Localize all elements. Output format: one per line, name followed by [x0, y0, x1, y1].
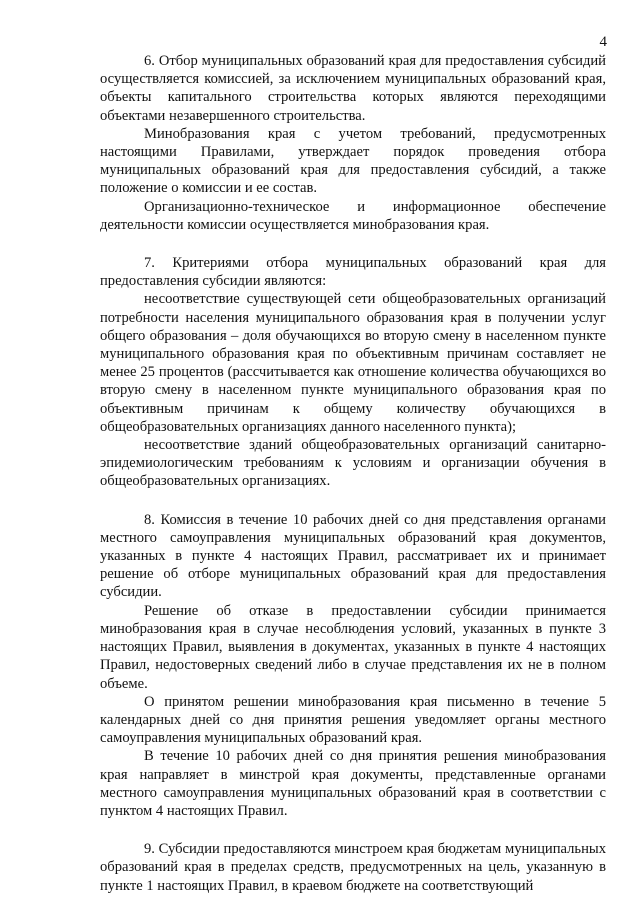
paragraph-8: 8. Комиссия в течение 10 рабочих дней со дня представления органами местного самоуправления муниципальных образований края документов, указанных в пункте 4 настоящих Правил, рассматривает их и принимает решение об отборе муниципальных образований края для предоставления субсидии. — [100, 511, 606, 601]
paragraph-6-procedure: Минобразования края с учетом требований, предусмотренных настоящими Правилами, утверждает порядок проведения отбора муниципальных образований края для предоставления субсидий, а также положение о комиссии и ее состав. — [100, 125, 606, 197]
paragraph-6: 6. Отбор муниципальных образований края для предоставления субсидий осуществляется комиссией, за исключением муниципальных образований края, объекты капитального строительства которых являются переходящими объектами незавершенного строительства. — [100, 53, 606, 124]
paragraph-7-criterion-2: несоответствие зданий общеобразовательных организаций санитарно-эпидемиологическим требованиям к условиям и организации обучения в общеобразовательных организациях. — [100, 437, 606, 490]
paragraph-8-transfer: В течение 10 рабочих дней со дня принятия решения минобразования края направляет в минстрой края документы, представленные органами местного самоуправления муниципальных образований края в соответствии с пунктом 4 настоящих Правил. — [100, 748, 606, 819]
paragraph-8-refusal: Решение об отказе в предоставлении субсидии принимается минобразования края в случае несоблюдения условий, указанных в пункте 3 настоящих Правил, выявления в документах, указанных в пункте 4 настоящих Правил, недостоверных сведений либо в случае представления их не в полном объеме. — [100, 602, 606, 692]
paragraph-9: 9. Субсидии предоставляются минстроем края бюджетам муниципальных образований края в пределах средств, предусмотренных на цель, указанную в пункте 1 настоящих Правил, в краевом бюджете на соответствующий — [100, 841, 606, 894]
paragraph-7-criterion-1: несоответствие существующей сети общеобразовательных организаций потребности населения муниципального образования края в получении услуг общего образования – доля обучающихся во вторую смену в населенном пункте муниципального образования края по объективным причинам составляет не менее 25 процентов (рассчитывается как отношение количества обучающихся во вторую смену в населенном пункте муниципального образования края по объективным причинам к общему количеству обучающихся в общеобразовательных организациях данного населенного пункта); — [100, 291, 606, 435]
paragraph-8-notification: О принятом решении минобразования края письменно в течение 5 календарных дней со дня принятия решения уведомляет органы местного самоуправления муниципальных образований края. — [100, 693, 606, 747]
page-number: 4 — [599, 34, 607, 50]
paragraph-7: 7. Критериями отбора муниципальных образований края для предоставления субсидии являются: — [100, 255, 606, 290]
document-body — [100, 52, 606, 895]
paragraph-6-support: Организационно-техническое и информационное обеспечение деятельности комиссии осуществляется минобразования края. — [100, 198, 606, 233]
